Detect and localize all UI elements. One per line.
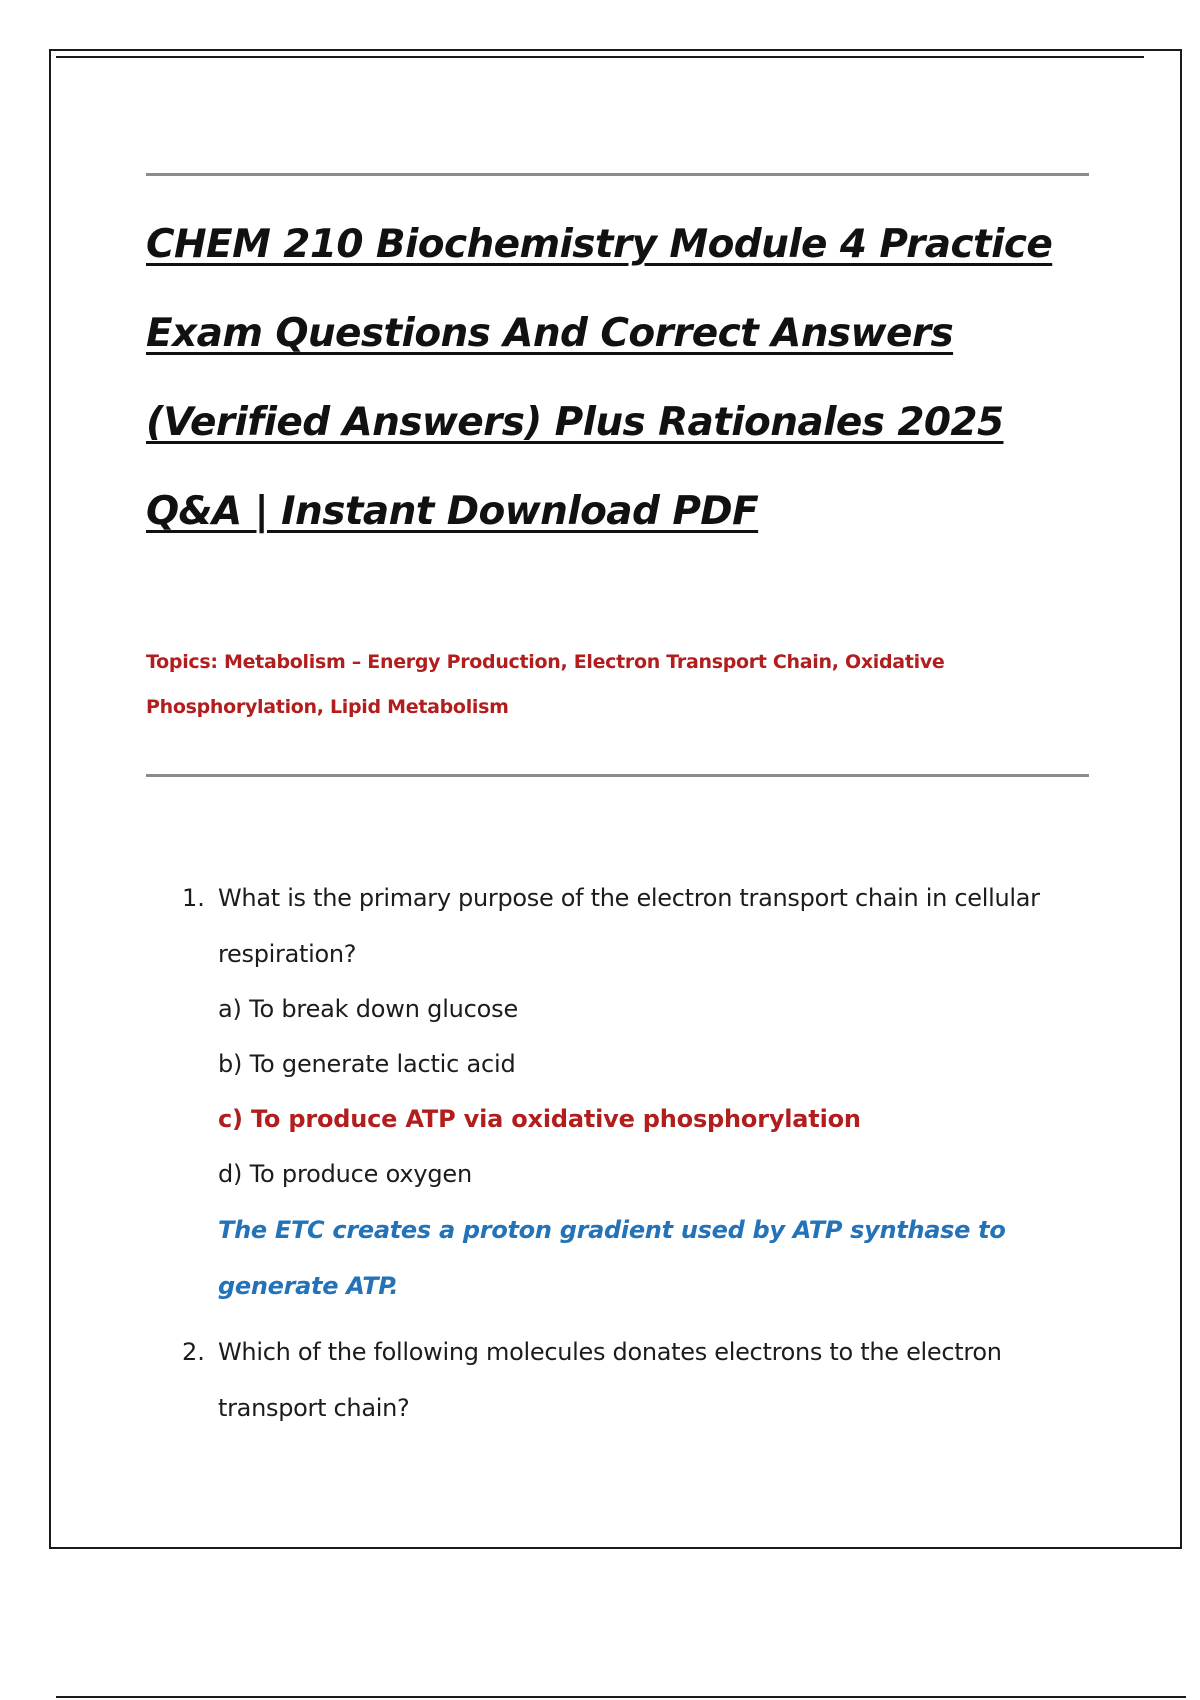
document-title: CHEM 210 Biochemistry Module 4 Practice Exam Questions And Correct Answers (Verified Answers) Plus Rationales 2025 Q&A | Instant Download PDF [146,222,1053,534]
option-b: b) To generate lactic acid [218,1050,516,1078]
option-d: d) To produce oxygen [218,1160,472,1188]
question-1 [146,870,1096,1314]
title-top-divider [146,173,1089,176]
topics-line: Topics: Metabolism – Energy Production, Electron Transport Chain, Oxidative Phosphorylation, Lipid Metabolism [146,651,945,718]
frame-top-rule [56,56,1144,58]
next-page-top-rule [56,1696,1186,1698]
option-a: a) To break down glucose [218,995,519,1023]
question-2 [146,1324,1096,1436]
question-number: 1. [182,884,205,912]
question-list [146,870,1096,1436]
rationale-text: The ETC creates a proton gradient used by ATP synthase to generate ATP. [218,1216,1006,1300]
topics-divider [146,774,1089,777]
question-text: Which of the following molecules donates electrons to the electron transport chain? [218,1338,1002,1422]
question-text: What is the primary purpose of the electron transport chain in cellular respiration? [218,884,1040,968]
question-number: 2. [182,1338,205,1366]
option-c-correct-answer: c) To produce ATP via oxidative phosphorylation [218,1105,861,1133]
